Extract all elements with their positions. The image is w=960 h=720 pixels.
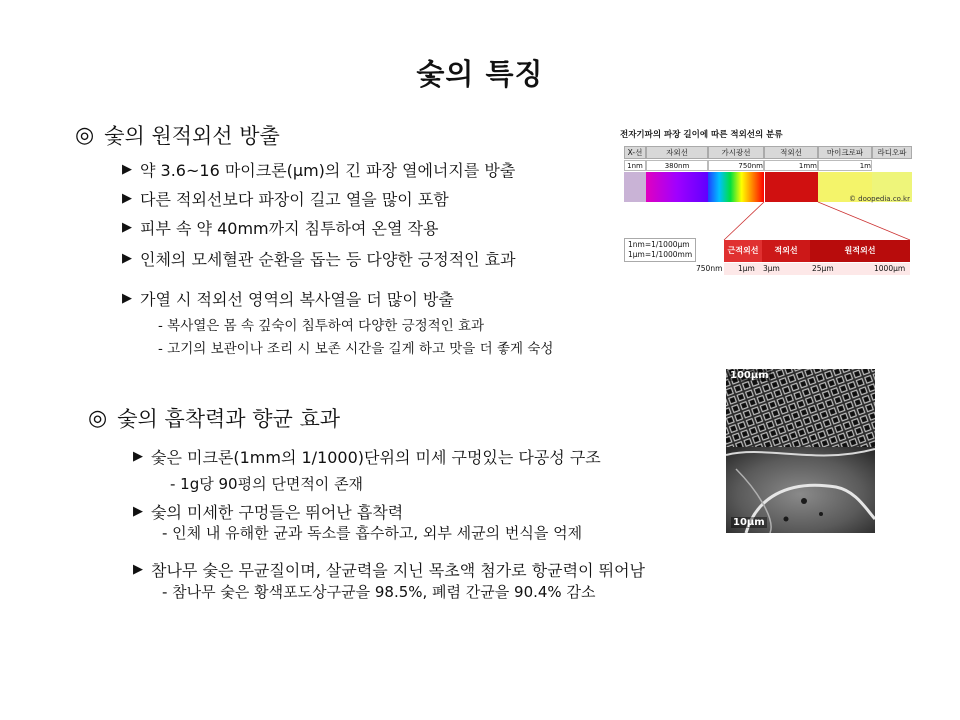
band-label: X-선: [624, 146, 646, 159]
wavelength-mark: 1nm: [624, 160, 646, 171]
band-label: 마이크로파: [818, 146, 872, 159]
bullet-text: 인체의 모세혈관 순환을 돕는 등 다양한 긍정적인 효과: [140, 250, 516, 269]
bullet-item: [122, 158, 515, 181]
legend-line: 1nm=1/1000μm: [628, 240, 690, 249]
scale-label-bottom: 10μm: [733, 517, 765, 528]
sub-item: - 1g당 90평의 단면적이 존재: [170, 475, 364, 493]
triangle-bullet-icon: ▶: [133, 504, 143, 519]
legend-line: 1μm=1/1000mm: [628, 250, 693, 259]
bullet-text: 숯은 미크론(1mm의 1/1000)단위의 미세 구멍있는 다공성 구조: [151, 448, 601, 467]
scale-label-top: 100μm: [730, 370, 769, 381]
band-label: 자외선: [646, 146, 708, 159]
bullet-item: [133, 500, 403, 523]
wavelength-mark: 1mm: [764, 160, 818, 171]
bullet-text: 피부 속 약 40mm까지 침투하여 온열 작용: [140, 219, 439, 238]
section-heading-text: 숯의 흡착력과 향균 효과: [117, 407, 341, 431]
bullet-text: 약 3.6~16 마이크론(μm)의 긴 파장 열에너지를 방출: [140, 161, 516, 180]
zone-near-ir: 근적외선: [724, 240, 762, 262]
bullet-text: 참나무 숯은 무균질이며, 살균력을 지닌 목초액 첨가로 항균력이 뛰어남: [151, 561, 645, 580]
zone-mark: 1μm: [738, 264, 755, 273]
triangle-bullet-icon: ▶: [122, 162, 132, 177]
figure-title: 전자기파의 파장 길이에 따른 적외선의 분류: [620, 130, 783, 140]
sub-item: - 인체 내 유해한 균과 독소를 흡수하고, 외부 세균의 번식을 억제: [162, 524, 583, 542]
bullet-item: [122, 287, 454, 310]
bullet-text: 숯의 미세한 구멍들은 뛰어난 흡착력: [151, 503, 404, 522]
sub-item: - 복사열은 몸 속 깊숙이 침투하여 다양한 긍정적인 효과: [158, 318, 485, 334]
zone-far-ir: 원적외선: [810, 240, 910, 262]
bullet-item: [122, 247, 516, 270]
zone-mark: 750nm: [696, 264, 723, 273]
figure-source: © doopedia.co.kr: [848, 195, 910, 203]
bullet-item: [133, 445, 601, 468]
triangle-bullet-icon: ▶: [133, 562, 143, 577]
double-circle-icon: ◎: [88, 405, 108, 431]
triangle-bullet-icon: ▶: [133, 449, 143, 464]
section-heading-adsorption: [88, 403, 340, 433]
bullet-text: 다른 적외선보다 파장이 길고 열을 많이 포함: [140, 190, 449, 209]
wavelength-mark: 750nm: [708, 160, 764, 171]
zone-ir: 적외선: [762, 240, 810, 262]
charcoal-sem-image: [726, 369, 875, 533]
unit-legend: [624, 238, 696, 262]
bullet-item: [122, 216, 438, 239]
triangle-bullet-icon: ▶: [122, 291, 132, 306]
zone-mark: 3μm: [763, 264, 780, 273]
triangle-bullet-icon: ▶: [122, 220, 132, 235]
bullet-text: 가열 시 적외선 영역의 복사열을 더 많이 방출: [140, 290, 454, 309]
sem-texture: [726, 369, 875, 533]
band-label: 가시광선: [708, 146, 764, 159]
zone-mark: 1000μm: [874, 264, 906, 273]
sub-item: - 참나무 숯은 황색포도상구균을 98.5%, 폐렴 간균을 90.4% 감소: [162, 583, 596, 601]
band-label: 적외선: [764, 146, 818, 159]
zone-mark: 25μm: [812, 264, 834, 273]
triangle-bullet-icon: ▶: [122, 251, 132, 266]
wavelength-mark: 380nm: [646, 160, 708, 171]
double-circle-icon: ◎: [75, 122, 95, 148]
em-spectrum-figure: [620, 128, 916, 278]
bullet-item: [133, 558, 645, 581]
wavelength-mark: 1m: [818, 160, 872, 171]
bullet-item: [122, 187, 449, 210]
page-title: 숯의 특징: [416, 57, 544, 91]
band-label: 라디오파: [872, 146, 912, 159]
section-heading-far-infrared: [75, 120, 280, 150]
triangle-bullet-icon: ▶: [122, 191, 132, 206]
section-heading-text: 숯의 원적외선 방출: [104, 124, 280, 148]
sub-item: - 고기의 보관이나 조리 시 보존 시간을 길게 하고 맛을 더 좋게 숙성: [158, 341, 554, 357]
